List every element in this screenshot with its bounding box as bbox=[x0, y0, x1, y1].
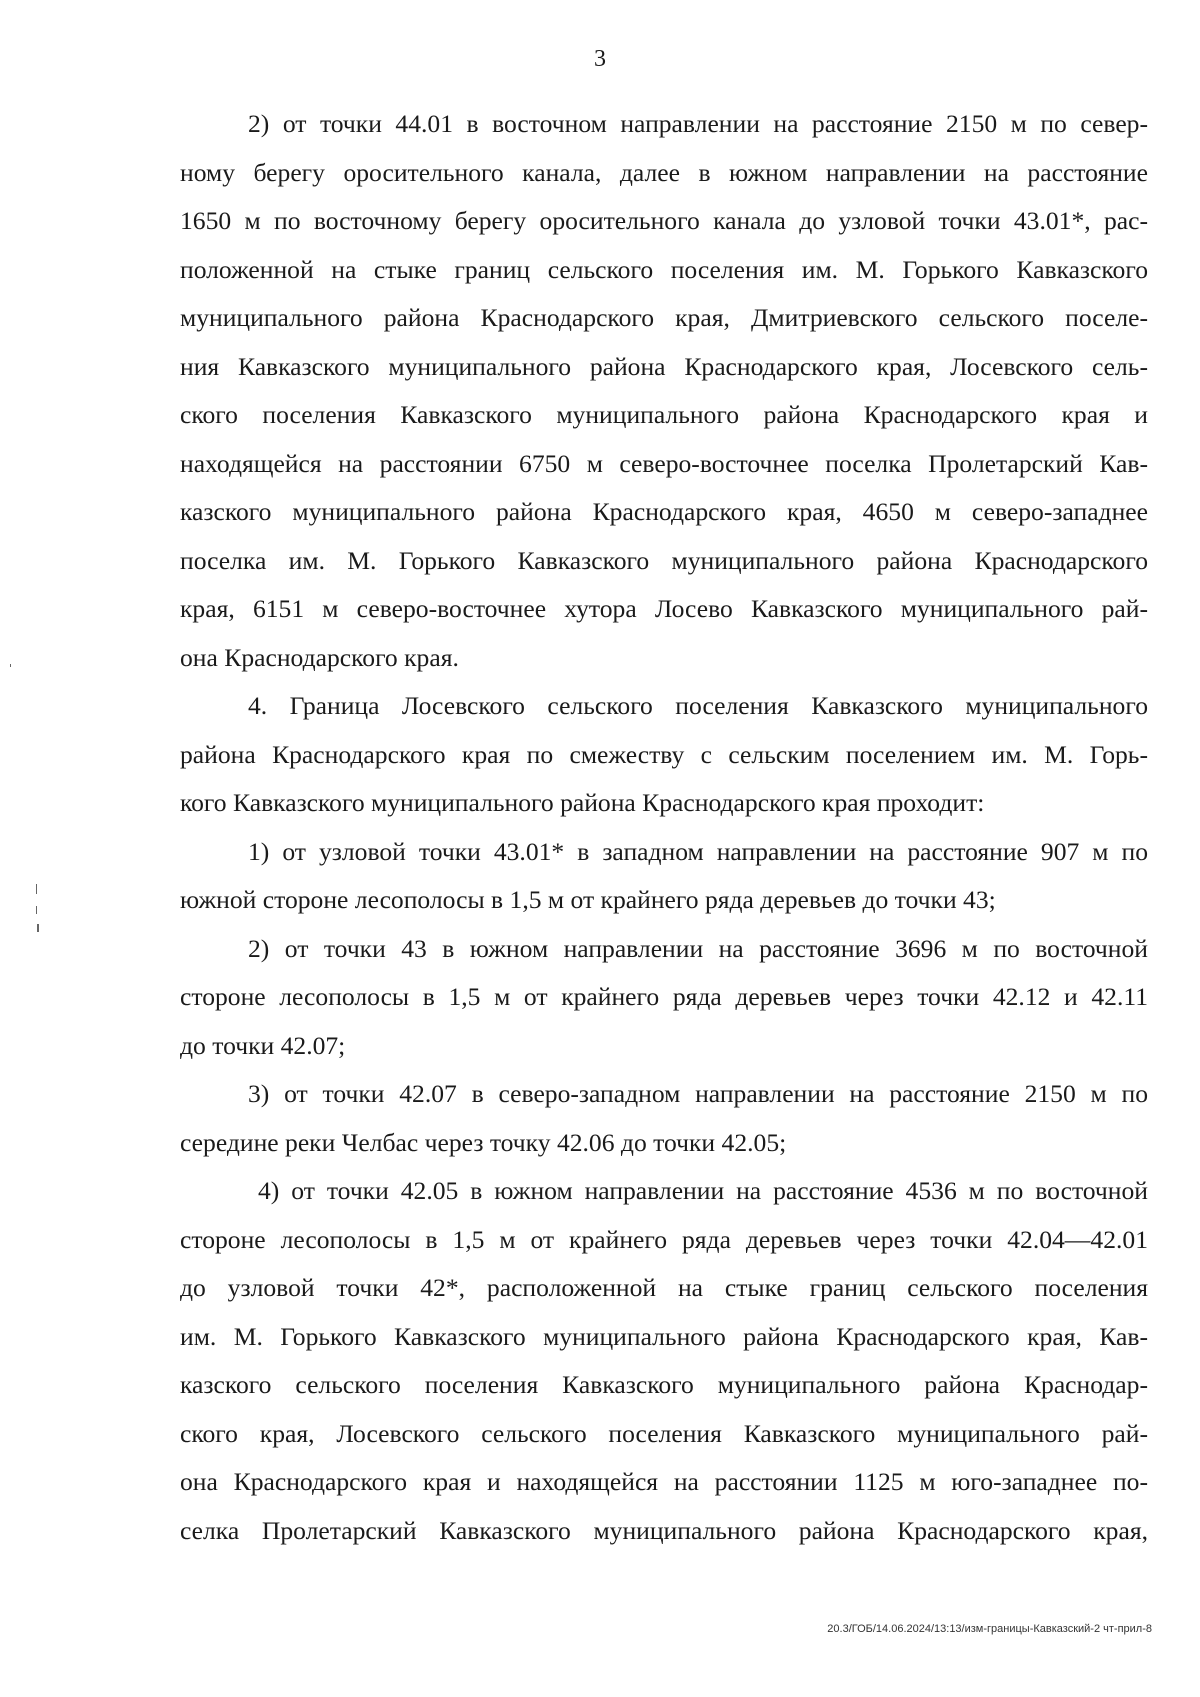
scan-speck bbox=[10, 664, 11, 667]
text-line: казского сельского поселения Кавказского муниципального района Краснодар- bbox=[180, 1370, 1148, 1399]
text-line: ского поселения Кавказского муниципального района Краснодарского края и bbox=[180, 400, 1148, 429]
scan-speck bbox=[36, 906, 37, 914]
text-line: поселка им. М. Горького Кавказского муниципального района Краснодарского bbox=[180, 545, 1148, 575]
text-line: стороне лесополосы в 1,5 м от крайнего ряда деревьев через точки 42.04—42.01 bbox=[180, 1224, 1148, 1254]
text-line: до точки 42.07; bbox=[180, 1030, 346, 1060]
text-line: ния Кавказского муниципального района Краснодарского края, Лосевского сель- bbox=[180, 351, 1148, 381]
text-line: ному берегу оросительного канала, далее в южном направлении на расстояние bbox=[180, 157, 1148, 187]
page-number: 3 bbox=[594, 46, 606, 72]
scan-speck bbox=[37, 924, 39, 932]
paragraph-item-4 bbox=[180, 1167, 1148, 1555]
text-line: южной стороне лесополосы в 1,5 м от крайнего ряда деревьев до точки 43; bbox=[180, 885, 996, 914]
paragraph-item-3 bbox=[180, 1070, 1148, 1167]
text-line: ского края, Лосевского сельского поселения Кавказского муниципального рай- bbox=[180, 1418, 1148, 1448]
text-line: середине реки Челбас через точку 42.06 до точки 42.05; bbox=[180, 1127, 787, 1157]
text-line: находящейся на расстоянии 6750 м северо-восточнее поселка Пролетарский Кав- bbox=[180, 448, 1148, 478]
text-line: 3) от точки 42.07 в северо-западном направлении на расстояние 2150 м по bbox=[248, 1079, 1148, 1108]
paragraph-item-1 bbox=[180, 828, 1148, 925]
document-body bbox=[180, 100, 1148, 1555]
text-line: 1) от узловой точки 43.01* в западном направлении на расстояние 907 м по bbox=[248, 836, 1148, 866]
text-line: 1650 м по восточному берегу оросительного канала до узловой точки 43.01*, рас- bbox=[180, 206, 1148, 235]
document-footer-code: 20.3/ГОБ/14.06.2024/13:13/изм-границы-Кавказский-2 чт-прил-8 bbox=[827, 1623, 1152, 1635]
text-line: 4) от точки 42.05 в южном направлении на расстояние 4536 м по восточной bbox=[258, 1176, 1148, 1205]
text-line: стороне лесополосы в 1,5 м от крайнего ряда деревьев через точки 42.12 и 42.11 bbox=[180, 982, 1148, 1011]
paragraph-section-4-heading bbox=[180, 682, 1148, 828]
text-line: кого Кавказского муниципального района Краснодарского края проходит: bbox=[180, 788, 985, 817]
paragraph-boundary-point-44-01 bbox=[180, 100, 1148, 682]
text-line: до узловой точки 42*, расположенной на стыке границ сельского поселения bbox=[180, 1273, 1148, 1302]
text-line: селка Пролетарский Кавказского муниципального района Краснодарского края, bbox=[180, 1515, 1148, 1545]
text-line: она Краснодарского края и находящейся на расстоянии 1125 м юго-западнее по- bbox=[180, 1467, 1148, 1496]
text-line: 2) от точки 43 в южном направлении на расстояние 3696 м по восточной bbox=[248, 933, 1148, 963]
text-line: 4. Граница Лосевского сельского поселения Кавказского муниципального bbox=[248, 691, 1148, 720]
text-line: она Краснодарского края. bbox=[180, 642, 459, 672]
text-line: им. М. Горького Кавказского муниципального района Краснодарского края, Кав- bbox=[180, 1321, 1148, 1351]
paragraph-item-2 bbox=[180, 925, 1148, 1071]
text-line: края, 6151 м северо-восточнее хутора Лосево Кавказского муниципального рай- bbox=[180, 594, 1148, 623]
text-line: муниципального района Краснодарского края, Дмитриевского сельского поселе- bbox=[180, 303, 1148, 332]
scan-speck bbox=[36, 884, 37, 894]
text-line: казского муниципального района Краснодарского края, 4650 м северо-западнее bbox=[180, 497, 1148, 526]
text-line: положенной на стыке границ сельского поселения им. М. Горького Кавказского bbox=[180, 254, 1148, 284]
text-line: 2) от точки 44.01 в восточном направлении на расстояние 2150 м по север- bbox=[248, 109, 1148, 138]
text-line: района Краснодарского края по смежеству с сельским поселением им. М. Горь- bbox=[180, 739, 1148, 769]
